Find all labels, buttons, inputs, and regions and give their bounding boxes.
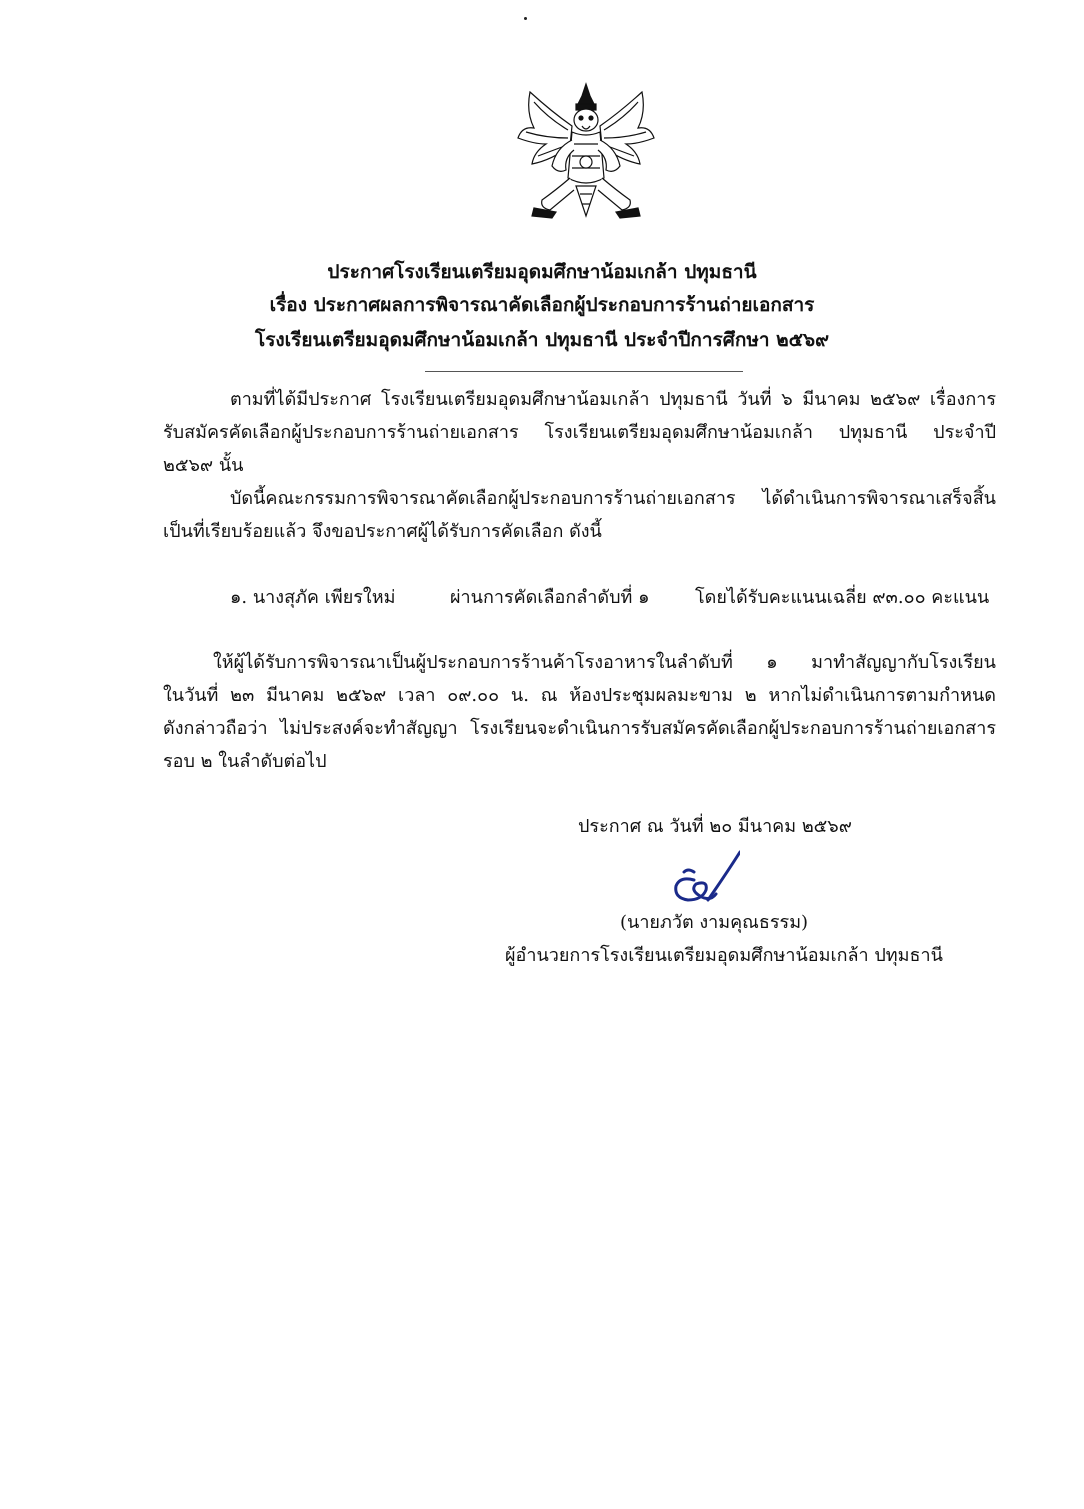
result-rank: ผ่านการคัดเลือกลำดับที่ ๑ (450, 587, 650, 608)
signer-name: (นายภวัต งามคุณธรรม) (620, 912, 809, 933)
announcement-subject-cont: โรงเรียนเตรียมอุดมศึกษาน้อมเกล้า ปทุมธานี ประจำปีการศึกษา ๒๕๖๙ (254, 329, 830, 351)
signature-icon (650, 850, 740, 910)
announce-date: ประกาศ ณ วันที่ ๒๐ มีนาคม ๒๕๖๙ (578, 816, 852, 837)
result-score: โดยได้รับคะแนนเฉลี่ย ๙๓.๐๐ คะแนน (695, 587, 990, 608)
paragraph-3-line-3: ดังกล่าวถือว่า ไม่ประสงค์จะทำสัญญา โรงเรียนจะดำเนินการรับสมัครคัดเลือกผู้ประกอบการร้านถ่ายเอกสาร (163, 718, 996, 739)
scan-speck (524, 17, 527, 20)
signer-position: ผู้อำนวยการโรงเรียนเตรียมอุดมศึกษาน้อมเกล้า ปทุมธานี (505, 945, 943, 966)
paragraph-1-line-1: ตามที่ได้มีประกาศ โรงเรียนเตรียมอุดมศึกษาน้อมเกล้า ปทุมธานี วันที่ ๖ มีนาคม ๒๕๖๙ เรื่องการ (230, 389, 996, 410)
paragraph-2-line-1: บัดนี้คณะกรรมการพิจารณาคัดเลือกผู้ประกอบการร้านถ่ายเอกสาร ได้ดำเนินการพิจารณาเสร็จสิ้น (230, 488, 996, 509)
announcement-subject: เรื่อง ประกาศผลการพิจารณาคัดเลือกผู้ประกอบการร้านถ่ายเอกสาร (269, 294, 815, 316)
paragraph-3-line-2: ในวันที่ ๒๓ มีนาคม ๒๕๖๙ เวลา ๐๙.๐๐ น. ณ ห้องประชุมผลมะขาม ๒ หากไม่ดำเนินการตามกำหนด (163, 685, 996, 706)
paragraph-1-line-3: ๒๕๖๙ นั้น (163, 455, 244, 476)
result-name: ๑. นางสุภัค เพียรใหม่ (230, 587, 396, 608)
paragraph-1-line-2: รับสมัครคัดเลือกผู้ประกอบการร้านถ่ายเอกสาร โรงเรียนเตรียมอุดมศึกษาน้อมเกล้า ปทุมธานี ประจำปี (163, 422, 996, 443)
announcement-title: ประกาศโรงเรียนเตรียมอุดมศึกษาน้อมเกล้า ปทุมธานี (327, 261, 757, 283)
paragraph-3-line-1: ให้ผู้ได้รับการพิจารณาเป็นผู้ประกอบการร้านค้าโรงอาหารในลำดับที่ ๑ มาทำสัญญากับโรงเรียน (213, 652, 996, 673)
title-divider (425, 371, 743, 372)
paragraph-2-line-2: เป็นที่เรียบร้อยแล้ว จึงขอประกาศผู้ได้รับการคัดเลือก ดังนี้ (163, 521, 602, 542)
garuda-emblem-icon (512, 82, 660, 228)
paragraph-3-line-4: รอบ ๒ ในลำดับต่อไป (163, 751, 327, 772)
